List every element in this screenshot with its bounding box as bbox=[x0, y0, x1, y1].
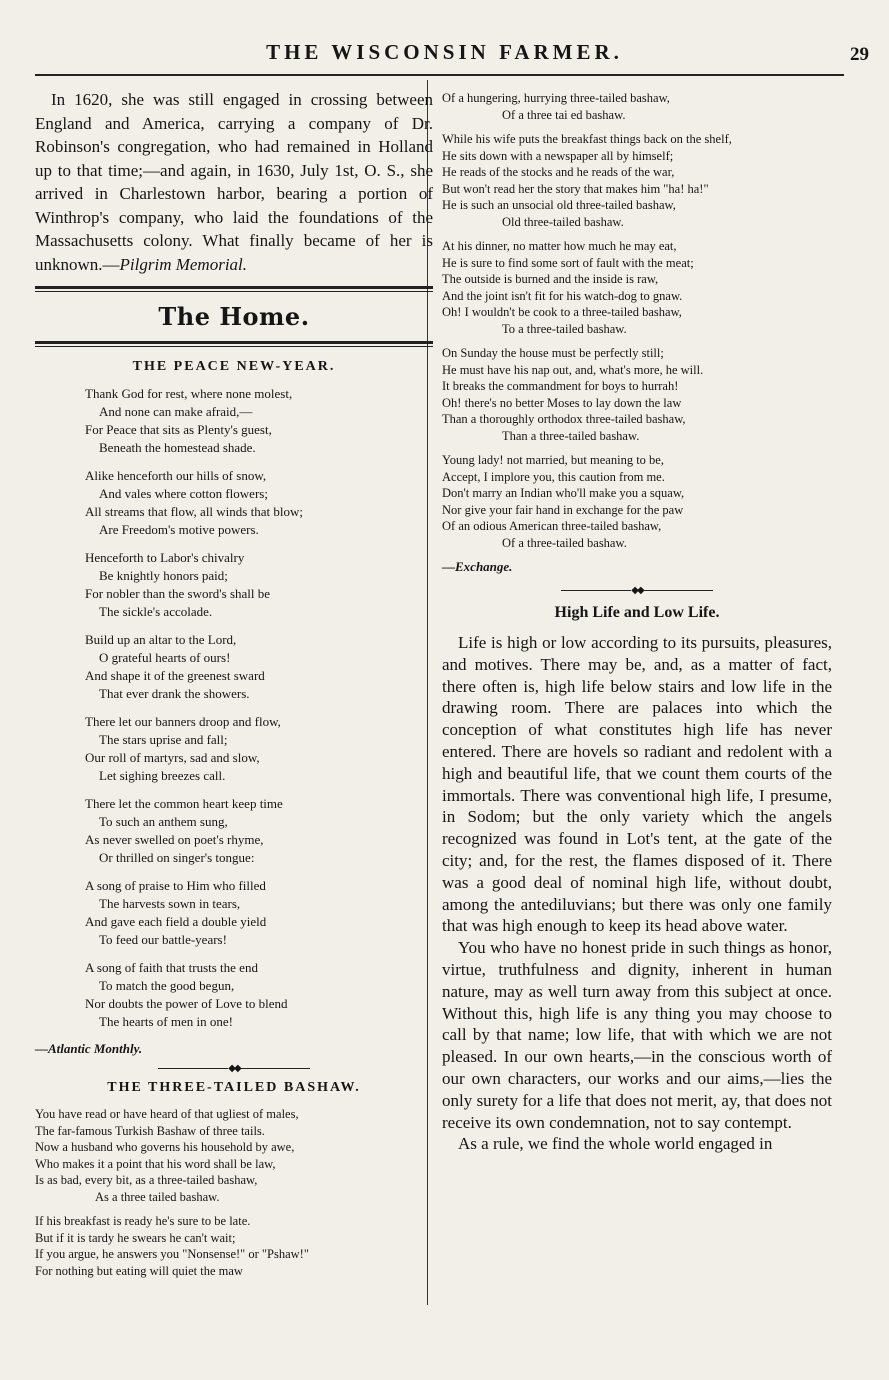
poem-stanza bbox=[85, 385, 433, 457]
bashaw-stanza bbox=[442, 345, 832, 444]
bashaw-stanza bbox=[442, 452, 832, 551]
poem-line: Be knightly honors paid; bbox=[99, 568, 228, 583]
poem-line: To match the good begun, bbox=[99, 978, 235, 993]
poem-line: For nothing but eating will quiet the maw bbox=[35, 1263, 243, 1278]
poem-line: A song of faith that trusts the end bbox=[85, 960, 258, 975]
poem-line: To feed our battle-years! bbox=[99, 932, 227, 947]
poem-stanza bbox=[85, 713, 433, 785]
section-rule-bottom bbox=[35, 341, 433, 347]
poem-line: Don't marry an Indian who'll make you a squaw, bbox=[442, 486, 685, 500]
header-rule bbox=[35, 74, 844, 76]
poem-line: Than a three-tailed bashaw. bbox=[502, 428, 640, 443]
masthead-title: THE WISCONSIN FARMER. bbox=[266, 40, 623, 64]
poem-line: And vales where cotton flowers; bbox=[99, 486, 268, 501]
poem-line: That ever drank the showers. bbox=[99, 686, 250, 701]
article-paragraph: Life is high or low according to its pursuits, pleasures, and motives. There may be, and, as a matter of fact, there often is, high life below stairs and low life in the drawing room. There are palaces into which the conception of what constitutes high life has never entered. There are hovels so radiant and redolent with a high and beautiful life, that we count them courts of the immortals. There was conventional high life, I presume, in Sodom; but the only variety which the angels recognized was found in Lot's tent, at the gate of the city; and, for the rest, the flames disposed of it. There was a good deal of nominal high life, without doubt, among the antediluvians; but there was only one family that was high enough to keep its head above water. bbox=[442, 633, 832, 936]
poem-line: Or thrilled on singer's tongue: bbox=[99, 850, 255, 865]
poem-line: O grateful hearts of ours! bbox=[99, 650, 231, 665]
page-number: 29 bbox=[850, 44, 869, 65]
poem-line: Nor doubts the power of Love to blend bbox=[85, 996, 288, 1011]
bashaw-title: THE THREE-TAILED BASHAW. bbox=[107, 1080, 361, 1095]
poem-stanza bbox=[85, 631, 433, 703]
poem-line: Than a thoroughly orthodox three-tailed bashaw, bbox=[442, 412, 686, 426]
poem-line: The far-famous Turkish Bashaw of three tails. bbox=[35, 1123, 265, 1138]
poem-line: And gave each field a double yield bbox=[85, 914, 267, 929]
poem-line: To such an anthem sung, bbox=[99, 814, 228, 829]
section-heading: The Home. bbox=[158, 302, 310, 331]
poem-line: The sickle's accolade. bbox=[99, 604, 213, 619]
poem-line: At his dinner, no matter how much he may eat, bbox=[442, 239, 677, 253]
article-title: High Life and Low Life. bbox=[554, 604, 720, 621]
article-paragraph: As a rule, we find the whole world engaged in bbox=[458, 1134, 773, 1154]
poem-line: Our roll of martyrs, sad and slow, bbox=[85, 750, 260, 765]
poem-line: The hearts of men in one! bbox=[99, 1014, 233, 1029]
poem-line: Thank God for rest, where none molest, bbox=[85, 386, 293, 401]
poem-peace-new-year bbox=[35, 385, 433, 1031]
poem-line: You have read or have heard of that ugliest of males, bbox=[35, 1107, 299, 1121]
poem-stanza bbox=[85, 959, 433, 1031]
poem-line: He sits down with a newspaper all by himself; bbox=[442, 148, 674, 163]
poem-line: Oh! there's no better Moses to lay down the law bbox=[442, 395, 682, 410]
poem-stanza bbox=[85, 795, 433, 867]
poem-line: But if it is tardy he swears he can't wait; bbox=[35, 1230, 236, 1245]
poem-line: And the joint isn't fit for his watch-dog to gnaw. bbox=[442, 288, 683, 303]
ornament-divider: ◆◆ bbox=[35, 1063, 433, 1074]
poem-stanza bbox=[85, 877, 433, 949]
poem-line: He is sure to find some sort of fault with the meat; bbox=[442, 255, 694, 270]
poem-line: For nobler than the sword's shall be bbox=[85, 586, 271, 601]
bashaw-credit: —Exchange. bbox=[442, 559, 513, 574]
poem-line: Beneath the homestead shade. bbox=[99, 440, 256, 455]
right-column bbox=[442, 90, 832, 1155]
poem-stanza bbox=[85, 549, 433, 621]
poem-line: The stars uprise and fall; bbox=[99, 732, 228, 747]
article-paragraph: You who have no honest pride in such things as honor, virtue, truthfulness and dignity, inherent in human nature, may as well turn away from this subject at once. Without this, high life is any thing you may choose to call by that name; low life, that with which we are not pleased. In our own hearts,—in the conscious worth of our own characters, our works and our aims,—lies the only surety for a life that does not merit, ay, that does not receive its own condemnation, not to say contempt. bbox=[442, 938, 832, 1132]
poem-line: Of a three tai ed bashaw. bbox=[502, 107, 626, 122]
section-rule bbox=[35, 286, 433, 292]
bashaw-stanza bbox=[442, 90, 832, 123]
poem-line: Oh! I wouldn't be cook to a three-tailed bashaw, bbox=[442, 305, 682, 319]
poem-line: Alike henceforth our hills of snow, bbox=[85, 468, 267, 483]
poem-credit: —Atlantic Monthly. bbox=[35, 1041, 143, 1056]
bashaw-stanza bbox=[35, 1106, 433, 1205]
poem-line: And none can make afraid,— bbox=[99, 404, 253, 419]
poem-line: Old three-tailed bashaw. bbox=[502, 214, 624, 229]
poem-line: If you argue, he answers you "Nonsense!" or "Pshaw!" bbox=[35, 1247, 309, 1261]
poem-line: Of an odious American three-tailed bashaw, bbox=[442, 519, 662, 533]
poem-line: If his breakfast is ready he's sure to be late. bbox=[35, 1214, 251, 1228]
poem-line: Of a hungering, hurrying three-tailed bashaw, bbox=[442, 91, 670, 105]
poem-line: He must have his nap out, and, what's more, he will. bbox=[442, 362, 704, 377]
bashaw-poem-continued bbox=[442, 90, 832, 551]
bashaw-stanza bbox=[442, 131, 832, 230]
ornament-divider-right: ◆◆ bbox=[442, 585, 832, 596]
poem-line: Young lady! not married, but meaning to be, bbox=[442, 453, 664, 467]
poem-line: Henceforth to Labor's chivalry bbox=[85, 550, 245, 565]
poem-line: He is such an unsocial old three-tailed bashaw, bbox=[442, 198, 676, 212]
poem-line: Now a husband who governs his household by awe, bbox=[35, 1140, 295, 1154]
poem-line: As never swelled on poet's rhyme, bbox=[85, 832, 264, 847]
poem-line: As a three tailed bashaw. bbox=[95, 1189, 220, 1204]
poem-title: THE PEACE NEW-YEAR. bbox=[132, 359, 336, 374]
poem-line: Let sighing breezes call. bbox=[99, 768, 226, 783]
poem-line: Are Freedom's motive powers. bbox=[99, 522, 259, 537]
poem-line: Accept, I implore you, this caution from me. bbox=[442, 469, 665, 484]
bashaw-stanza bbox=[35, 1213, 433, 1279]
left-column bbox=[35, 88, 433, 1287]
poem-line: He reads of the stocks and he reads of the war, bbox=[442, 165, 675, 179]
poem-line: It breaks the commandment for boys to hurrah! bbox=[442, 379, 679, 393]
poem-line: But won't read her the story that makes him "ha! ha!" bbox=[442, 181, 709, 196]
poem-line: For Peace that sits as Plenty's guest, bbox=[85, 422, 272, 437]
poem-line: A song of praise to Him who filled bbox=[85, 878, 266, 893]
bashaw-poem-start bbox=[35, 1106, 433, 1279]
poem-line: To a three-tailed bashaw. bbox=[502, 321, 627, 336]
poem-line: Is as bad, every bit, as a three-tailed bashaw, bbox=[35, 1173, 258, 1187]
poem-line: There let our banners droop and flow, bbox=[85, 714, 281, 729]
poem-stanza bbox=[85, 467, 433, 539]
intro-paragraph: In 1620, she was still engaged in crossing between England and America, carrying a company of Dr. Robinson's congregation, who had remained in Holland up to that time;—and again, in 1630, July 1st, O. S., she arrived in Charlestown harbor, bearing a portion of Winthrop's company, who laid the foundations of the Massachusetts colony. What finally became of her is unknown.—Pilgrim Memorial. bbox=[35, 90, 433, 274]
poem-line: Build up an altar to the Lord, bbox=[85, 632, 237, 647]
bashaw-stanza bbox=[442, 238, 832, 337]
poem-line: On Sunday the house must be perfectly still; bbox=[442, 346, 664, 360]
poem-line: Nor give your fair hand in exchange for the paw bbox=[442, 502, 684, 517]
poem-line: There let the common heart keep time bbox=[85, 796, 283, 811]
poem-line: The harvests sown in tears, bbox=[99, 896, 241, 911]
intro-source: Pilgrim Memorial. bbox=[119, 254, 248, 274]
poem-line: The outside is burned and the inside is raw, bbox=[442, 272, 659, 286]
poem-line: All streams that flow, all winds that blow; bbox=[85, 504, 303, 519]
poem-line: Of a three-tailed bashaw. bbox=[502, 535, 627, 550]
poem-line: And shape it of the greenest sward bbox=[85, 668, 265, 683]
poem-line: Who makes it a point that his word shall be law, bbox=[35, 1156, 276, 1171]
poem-line: While his wife puts the breakfast things back on the shelf, bbox=[442, 132, 732, 146]
